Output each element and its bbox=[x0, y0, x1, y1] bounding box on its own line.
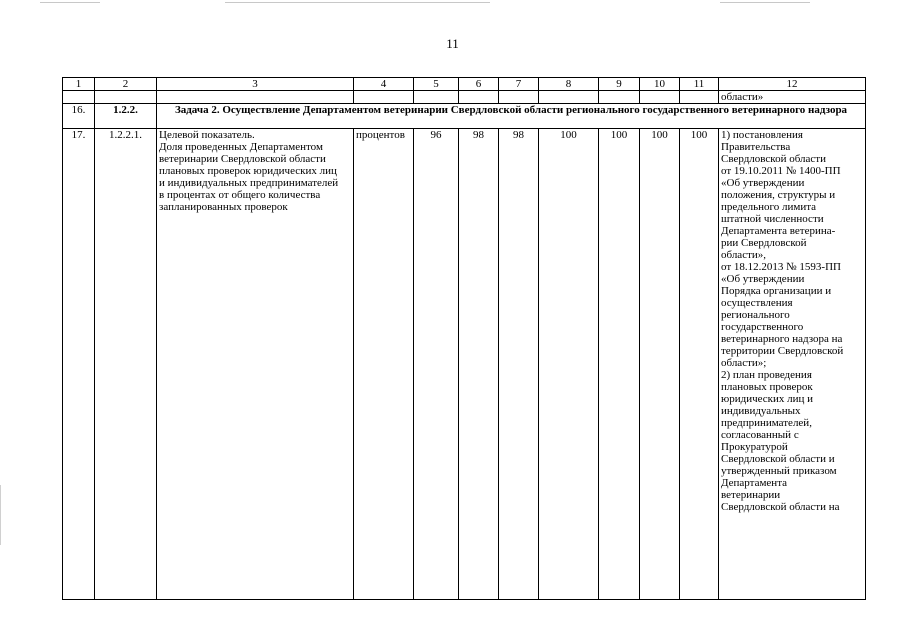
legal-basis-line: территории Свердловской bbox=[721, 345, 844, 357]
legal-basis-line: Департамента bbox=[721, 477, 788, 489]
top-scan-line-right bbox=[720, 2, 810, 3]
indicator-row-code: 1.2.2.1. bbox=[95, 129, 157, 600]
legal-basis-line: от 18.12.2013 № 1593-ПП bbox=[721, 261, 841, 273]
task-row-number: 16. bbox=[63, 104, 95, 129]
legal-basis-line: 1) постановления bbox=[721, 129, 803, 141]
task-title: Задача 2. Осуществление Департаментом ветеринарии Свердловской области регионального государственного ветеринарного надзора bbox=[157, 104, 866, 129]
legal-basis-line: государственного bbox=[721, 321, 804, 333]
empty-cell bbox=[63, 91, 95, 104]
col-header-3: 3 bbox=[157, 78, 354, 91]
empty-cell bbox=[539, 91, 599, 104]
legal-basis-line: «Об утверждении bbox=[721, 273, 805, 285]
legal-basis-line: плановых проверок bbox=[721, 381, 813, 393]
legal-basis-line: Свердловской области на bbox=[721, 501, 840, 513]
legal-basis-line: Свердловской области и bbox=[721, 453, 835, 465]
legal-basis-line: утвержденный приказом bbox=[721, 465, 837, 477]
legal-basis-line: области», bbox=[721, 249, 767, 261]
legal-basis-line: ветеринарного надзора на bbox=[721, 333, 843, 345]
empty-cell bbox=[680, 91, 719, 104]
empty-cell bbox=[414, 91, 459, 104]
page-number: 11 bbox=[446, 36, 459, 51]
program-table bbox=[62, 77, 866, 600]
continuation-row bbox=[63, 91, 866, 104]
legal-basis-line: рии Свердловской bbox=[721, 237, 807, 249]
col-header-1: 1 bbox=[63, 78, 95, 91]
indicator-name bbox=[157, 129, 354, 600]
task-row bbox=[63, 104, 866, 129]
empty-cell bbox=[157, 91, 354, 104]
value-col-9: 100 bbox=[599, 129, 640, 600]
scan-edge-mark bbox=[0, 485, 1, 545]
legal-basis-line: положения, структуры и bbox=[721, 189, 836, 201]
col-header-10: 10 bbox=[640, 78, 680, 91]
value-col-10: 100 bbox=[640, 129, 680, 600]
value-col-8: 100 bbox=[539, 129, 599, 600]
indicator-unit: процентов bbox=[354, 129, 414, 600]
legal-basis-line: Прокуратурой bbox=[721, 441, 788, 453]
col-header-12: 12 bbox=[719, 78, 866, 91]
col-header-9: 9 bbox=[599, 78, 640, 91]
indicator-name-line: Доля проведенных Департаментом bbox=[159, 141, 323, 153]
legal-basis-line: ветеринарии bbox=[721, 489, 781, 501]
value-col-5: 96 bbox=[414, 129, 459, 600]
col-header-11: 11 bbox=[680, 78, 719, 91]
legal-basis-line: предпринимателей, bbox=[721, 417, 812, 429]
legal-basis-line: 2) план проведения bbox=[721, 369, 812, 381]
legal-basis-line: Порядка организации и bbox=[721, 285, 832, 297]
legal-basis-line: индивидуальных bbox=[721, 405, 801, 417]
col-header-5: 5 bbox=[414, 78, 459, 91]
indicator-name-line: и индивидуальных предпринимателей bbox=[159, 177, 339, 189]
indicator-row-number: 17. bbox=[63, 129, 95, 600]
indicator-row bbox=[63, 129, 866, 600]
legal-basis-line: Свердловской области bbox=[721, 153, 826, 165]
legal-basis-line: «Об утверждении bbox=[721, 177, 805, 189]
value-col-7: 98 bbox=[499, 129, 539, 600]
column-number-row bbox=[63, 78, 866, 91]
legal-basis-line: предельного лимита bbox=[721, 201, 817, 213]
top-scan-line-left bbox=[40, 2, 100, 3]
col-header-8: 8 bbox=[539, 78, 599, 91]
legal-basis-line: согласованный с bbox=[721, 429, 799, 441]
col-header-6: 6 bbox=[459, 78, 499, 91]
col-header-4: 4 bbox=[354, 78, 414, 91]
indicator-name-line: плановых проверок юридических лиц bbox=[159, 165, 337, 177]
empty-cell bbox=[640, 91, 680, 104]
empty-cell bbox=[499, 91, 539, 104]
legal-basis bbox=[719, 129, 866, 600]
indicator-name-line: Целевой показатель. bbox=[159, 129, 255, 141]
empty-cell bbox=[459, 91, 499, 104]
task-row-code: 1.2.2. bbox=[95, 104, 157, 129]
continuation-text: области» bbox=[719, 91, 866, 104]
indicator-name-line: запланированных проверок bbox=[159, 201, 288, 213]
empty-cell bbox=[95, 91, 157, 104]
legal-basis-line: области»; bbox=[721, 357, 767, 369]
empty-cell bbox=[599, 91, 640, 104]
value-col-11: 100 bbox=[680, 129, 719, 600]
legal-basis-line: штатной численности bbox=[721, 213, 824, 225]
legal-basis-line: Правительства bbox=[721, 141, 791, 153]
indicator-name-line: ветеринарии Свердловской области bbox=[159, 153, 326, 165]
legal-basis-line: Департамента ветерина- bbox=[721, 225, 836, 237]
empty-cell bbox=[354, 91, 414, 104]
top-scan-line-center bbox=[225, 2, 490, 3]
legal-basis-line: осуществления bbox=[721, 297, 793, 309]
legal-basis-line: от 19.10.2011 № 1400-ПП bbox=[721, 165, 841, 177]
indicator-name-line: в процентах от общего количества bbox=[159, 189, 321, 201]
legal-basis-line: регионального bbox=[721, 309, 790, 321]
col-header-7: 7 bbox=[499, 78, 539, 91]
value-col-6: 98 bbox=[459, 129, 499, 600]
legal-basis-line: юридических лиц и bbox=[721, 393, 814, 405]
col-header-2: 2 bbox=[95, 78, 157, 91]
